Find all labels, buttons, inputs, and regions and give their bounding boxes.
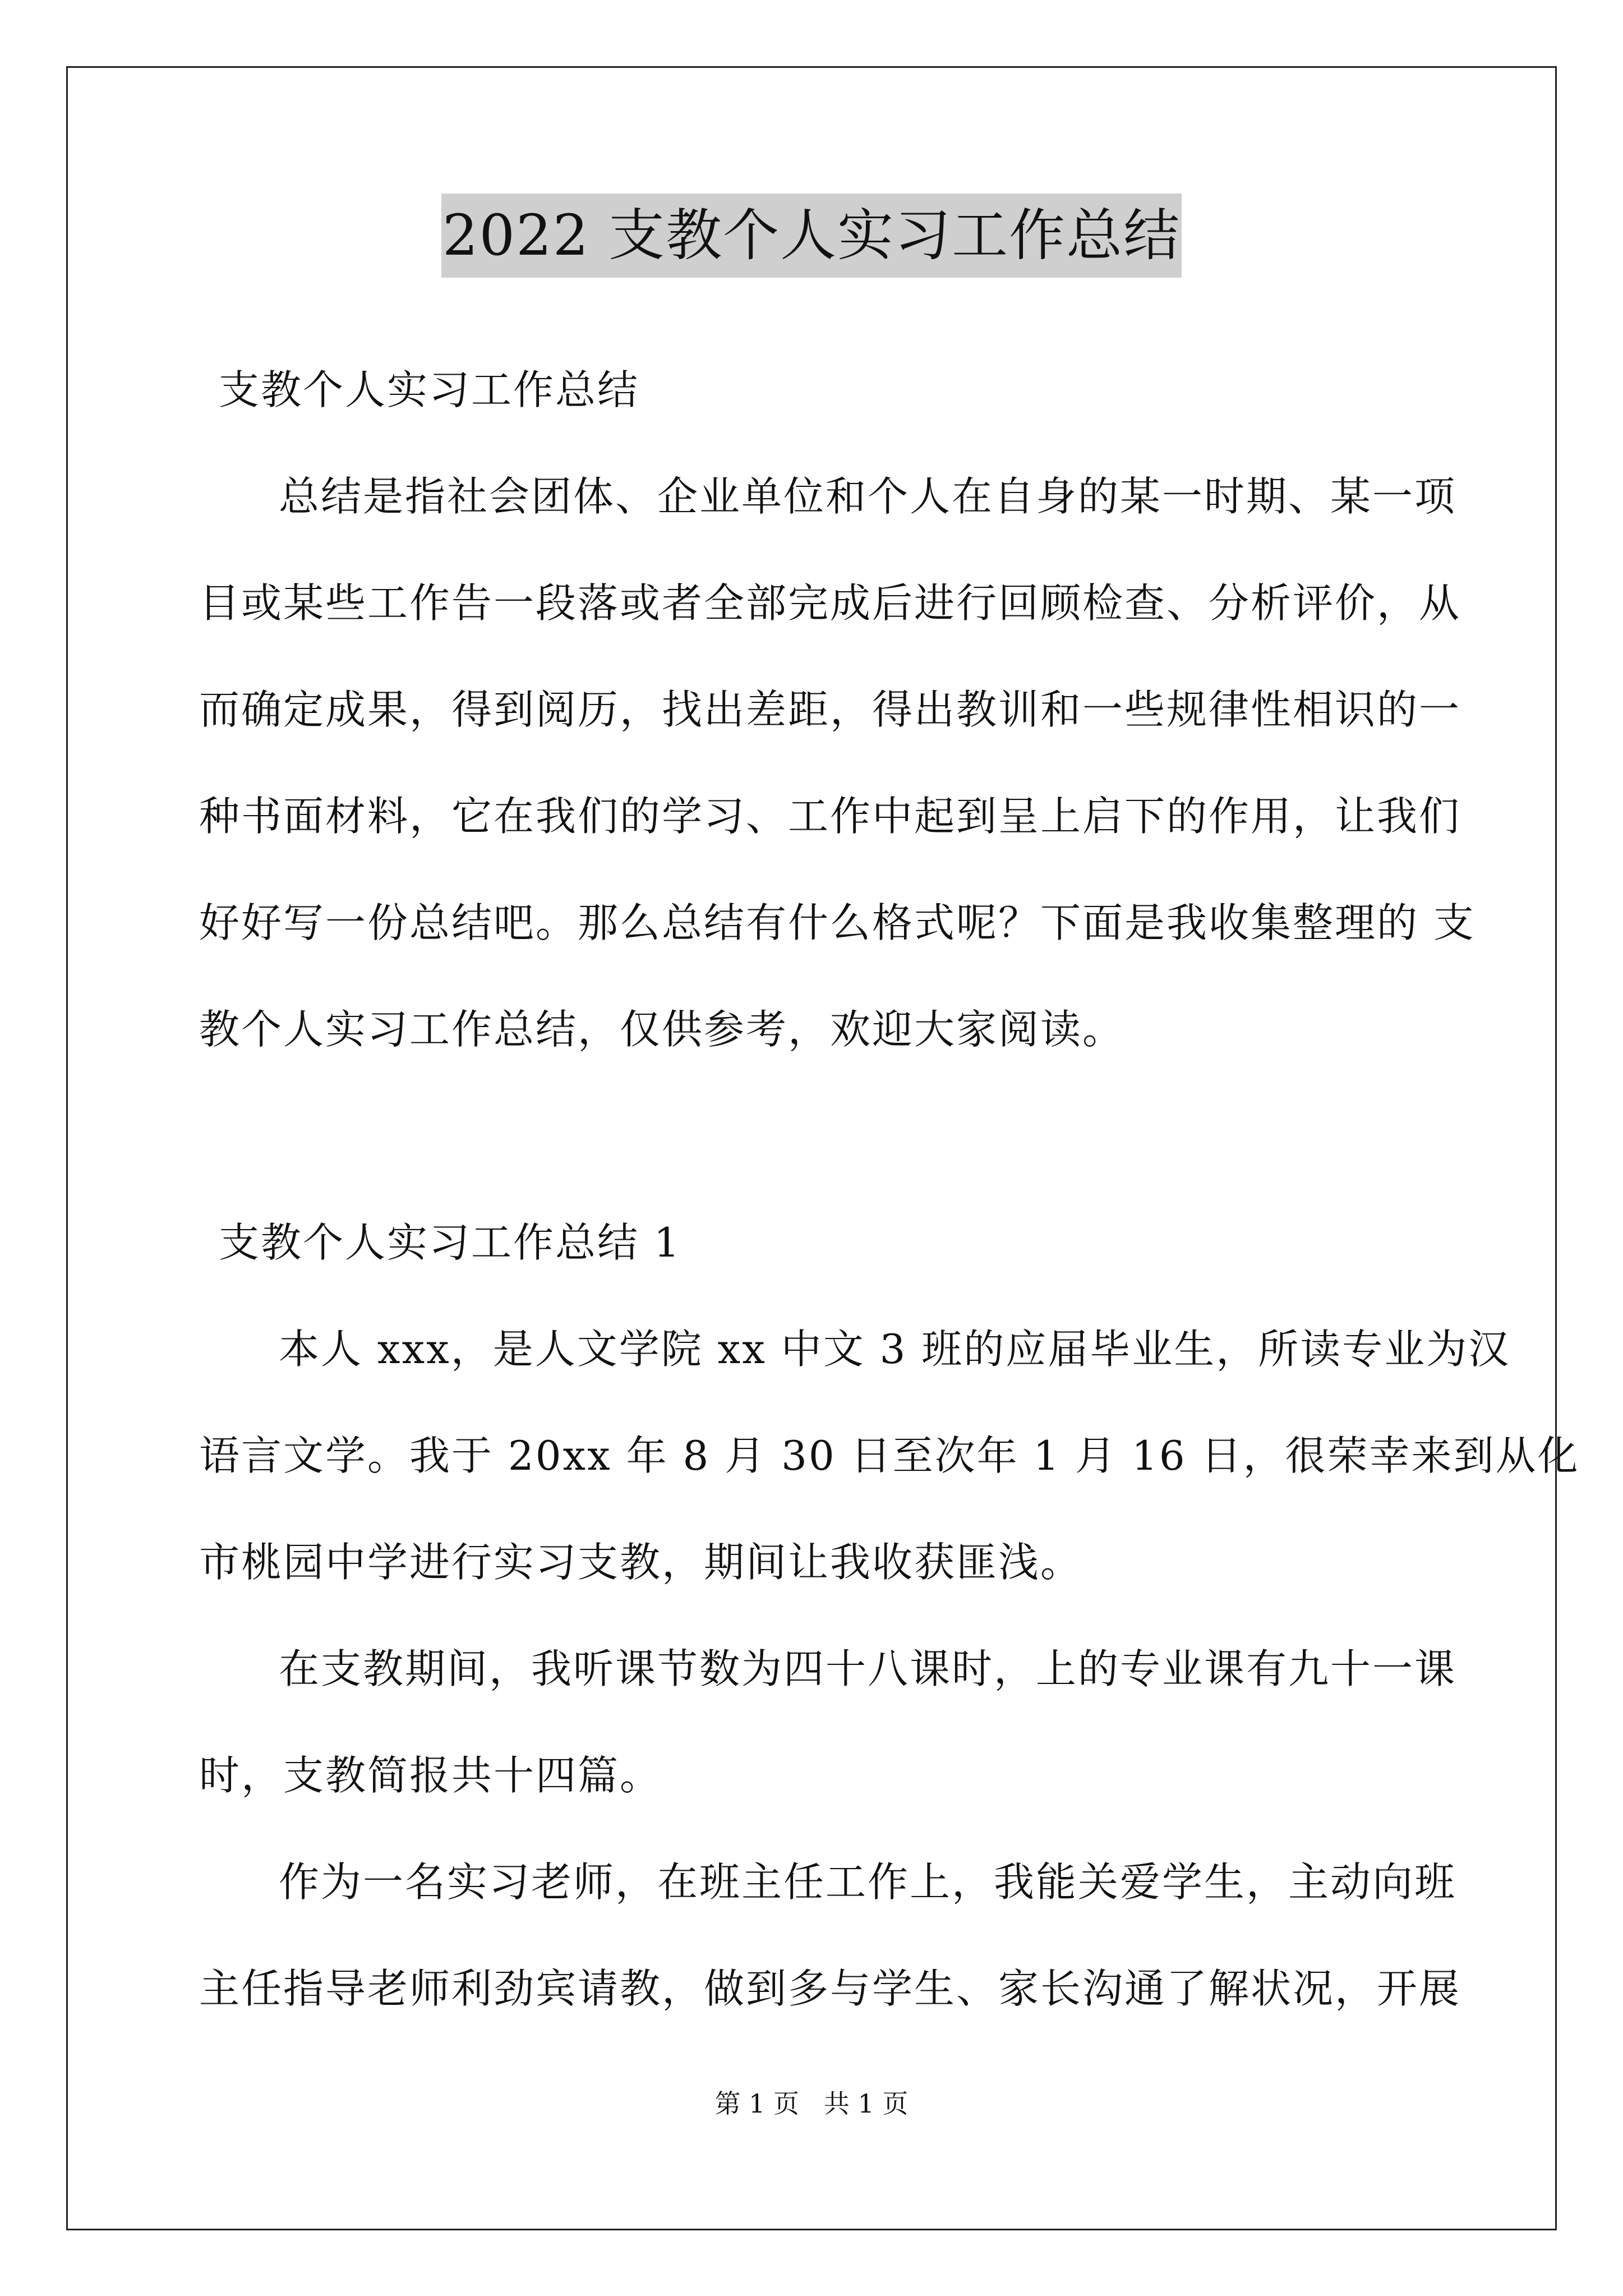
paragraph-line: 种书面材料，它在我们的学习、工作中起到呈上启下的作用，让我们 [199,793,1461,840]
paragraph-line: 市桃园中学进行实习支教，期间让我收获匪浅。 [199,1539,1083,1586]
paragraph-line: 好好写一份总结吧。那么总结有什么格式呢？下面是我收集整理的 支 [199,899,1476,946]
document-body [199,337,1580,2042]
blank-line [199,1083,1430,1189]
paragraph-line: 总结是指社会团体、企业单位和个人在自身的某一时期、某一项 [279,473,1457,520]
paragraph-line: 主任指导老师利劲宾请教，做到多与学生、家长沟通了解状况，开展 [199,1965,1461,2012]
page-footer: 第 1 页 共 1 页 [714,2088,909,2119]
paragraph-line: 作为一名实习老师，在班主任工作上，我能关爱学生，主动向班 [279,1858,1457,1906]
paragraph-line: 目或某些工作告一段落或者全部完成后进行回顾检查、分析评价，从 [199,579,1461,627]
paragraph-line: 本人 xxx，是人文学院 xx 中文 3 班的应届毕业生，所读专业为汉 [279,1326,1511,1373]
paragraph-line: 时，支教简报共十四篇。 [199,1752,662,1799]
paragraph-line: 而确定成果，得到阅历，找出差距，得出教训和一些规律性相识的一 [199,686,1461,733]
paragraph-line: 语言文学。我于 20xx 年 8 月 30 日至次年 1 月 16 日，很荣幸来到从化 [199,1432,1580,1479]
section-heading: 支教个人实习工作总结 [219,366,640,413]
document-title: 2022 支教个人实习工作总结 [441,194,1182,278]
paragraph-line: 在支教期间，我听课节数为四十八课时，上的专业课有九十一课 [279,1645,1457,1692]
paragraph-line: 教个人实习工作总结，仅供参考，欢迎大家阅读。 [199,1006,1125,1053]
section-heading: 支教个人实习工作总结 1 [219,1219,681,1266]
title-container [0,194,1623,278]
